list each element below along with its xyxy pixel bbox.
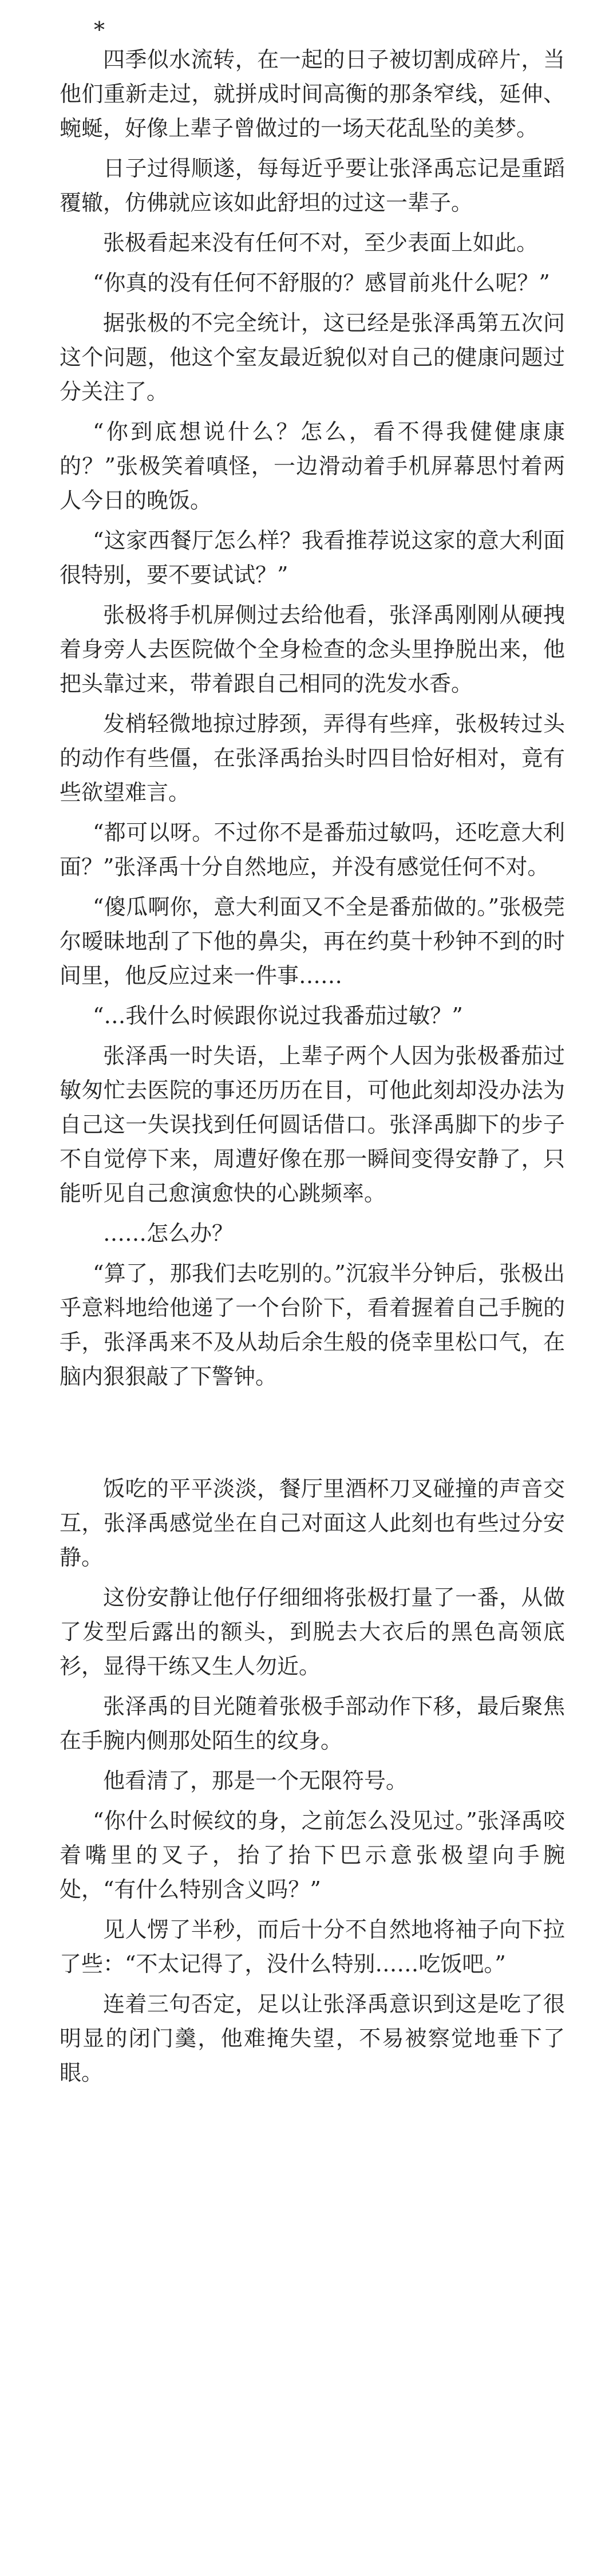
blank-line [60,1415,565,1450]
paragraph: “…我什么时候跟你说过我番茄过敏？” [93,1003,463,1028]
paragraph: 张泽禹的目光随着张极手部动作下移，最后聚焦在手腕内侧那处陌生的纹身。 [60,1694,565,1753]
paragraph: 他看清了，那是一个无限符号。 [103,1768,408,1793]
paragraph: 日子过得顺遂，每每近乎要让张泽禹忘记是重蹈覆辙，仿佛就应该如此舒坦的过这一辈子。 [60,156,565,215]
paragraph: “你什么时候纹的身，之前怎么没见过。”张泽禹咬着嘴里的叉子，抬了抬下巴示意张极望向手腕处，“有什么特别含义吗？” [60,1808,565,1902]
paragraph: “你到底想说什么？怎么，看不得我健健康康的？”张极笑着嗔怪，一边滑动着手机屏幕思忖着两人今日的晚饭。 [60,419,565,513]
paragraph: 见人愣了半秒，而后十分不自然地将袖子向下拉了些：“不太记得了，没什么特别……吃饭吧。” [60,1917,565,1977]
paragraph: 发梢轻微地掠过脖颈，弄得有些痒，张极转过头的动作有些僵，在张泽禹抬头时四目恰好相对，竟有些欲望难言。 [60,711,565,805]
paragraph: 四季似水流转，在一起的日子被切割成碎片，当他们重新走过，就拼成时间高衡的那条窄线，延伸、蜿蜒，好像上辈子曾做过的一场天花乱坠的美梦。 [60,47,565,141]
paragraph: “傻瓜啊你，意大利面又不全是番茄做的。”张极莞尔暧昧地刮了下他的鼻尖，再在约莫十秒钟不到的时间里，他反应过来一件事…… [60,894,565,988]
paragraph: 据张极的不完全统计，这已经是张泽禹第五次问这个问题，他这个室友最近貌似对自己的健康问题过分关注了。 [60,310,565,404]
paragraph: “都可以呀。不过你不是番茄过敏吗，还吃意大利面？”张泽禹十分自然地应，并没有感觉任何不对。 [60,820,565,879]
paragraph: 张泽禹一时失语，上辈子两个人因为张极番茄过敏匆忙去医院的事还历历在目，可他此刻却没办法为自己这一失误找到任何圆话借口。张泽禹脚下的步子不自觉停下来，周遭好像在那一瞬间变得安静了，只能听见自己愈演愈快的心跳频率。 [60,1043,565,1206]
section-separator: * [94,17,105,42]
paragraph: “算了，那我们去吃别的。”沉寂半分钟后，张极出乎意料地给他递了一个台阶下，看着握着自己手腕的手，张泽禹来不及从劫后余生般的侥幸里松口气，在脑内狠狠敲了下警钟。 [60,1261,565,1389]
paragraph: 连着三句否定，足以让张泽禹意识到这是吃了很明显的闭门羹，他难掩失望，不易被察觉地垂下了眼。 [60,1991,565,2085]
paragraph: 张极将手机屏侧过去给他看，张泽禹刚刚从硬拽着身旁人去医院做个全身检查的念头里挣脱出来，他把头靠过来，带着跟自己相同的洗发水香。 [60,602,565,696]
paragraph: 饭吃的平平淡淡，餐厅里酒杯刀叉碰撞的声音交互，张泽禹感觉坐在自己对面这人此刻也有些过分安静。 [60,1476,565,1570]
paragraph: “这家西餐厅怎么样？我看推荐说这家的意大利面很特别，要不要试试？” [60,528,565,587]
paragraph: 这份安静让他仔仔细细将张极打量了一番，从做了发型后露出的额头，到脱去大衣后的黑色高领底衫，显得干练又生人勿近。 [60,1585,565,1679]
paragraph: ……怎么办？ [103,1221,234,1246]
paragraph-list [60,42,565,2090]
paragraph: 张极看起来没有任何不对，至少表面上如此。 [103,230,539,255]
paragraph: “你真的没有任何不舒服的？感冒前兆什么呢？” [93,270,550,295]
